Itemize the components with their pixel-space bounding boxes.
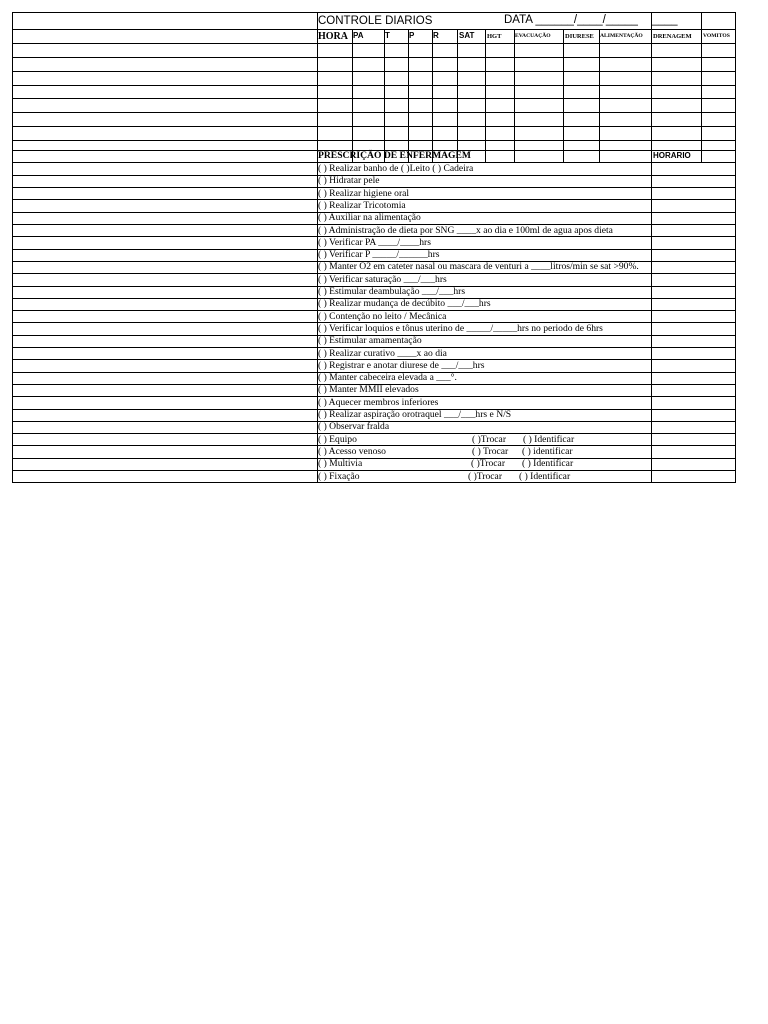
grid-line	[12, 347, 736, 348]
identificar-option[interactable]: ( ) Identificar	[522, 458, 574, 470]
prescription-item[interactable]: ( ) Auxiliar na alimentação	[318, 212, 421, 224]
prescription-item[interactable]: ( ) Realizar mudança de decúbito ___/___hrs	[318, 298, 491, 310]
prescription-item[interactable]: ( ) Verificar loquios e tônus uterino de _____/_____hrs no periodo de 6hrs	[318, 322, 603, 334]
grid-line	[12, 298, 736, 299]
prescription-item[interactable]: ( ) Observar fralda	[318, 421, 390, 433]
grid-line	[12, 57, 736, 58]
grid-line	[12, 273, 736, 274]
prescription-item[interactable]: ( ) Verificar P _____/______hrs	[318, 249, 440, 261]
prescription-item[interactable]: ( ) Administração de dieta por SNG ____x ao dia e 100ml de agua apos dieta	[318, 224, 613, 236]
grid-line	[12, 85, 736, 86]
grid-line	[12, 286, 736, 287]
prescription-item[interactable]: ( ) Registrar e anotar diurese de ___/___hrs	[318, 359, 485, 371]
grid-line	[12, 372, 736, 373]
device-name[interactable]: ( ) Acesso venoso	[318, 445, 386, 457]
grid-line	[12, 482, 736, 483]
grid-line	[12, 162, 736, 163]
grid-line	[352, 29, 353, 162]
grid-line	[12, 322, 736, 323]
col-pa: PA	[353, 31, 364, 40]
grid-line	[12, 359, 736, 360]
grid-line	[12, 384, 736, 385]
form-title: CONTROLE DIARIOS	[318, 15, 433, 27]
grid-line	[514, 29, 515, 162]
prescription-item[interactable]: ( ) Realizar aspiração orotraquel ___/___hrs e N/S	[318, 409, 512, 420]
col-evacuacao: EVACUAÇÃO	[515, 33, 551, 39]
trocar-option[interactable]: ( )Trocar	[471, 458, 506, 470]
col-t: T	[385, 31, 390, 40]
trocar-option[interactable]: ( ) Trocar	[472, 445, 509, 457]
grid-line	[485, 29, 486, 162]
grid-line	[12, 409, 736, 410]
col-p: P	[409, 31, 415, 40]
col-hora: HORA	[318, 31, 348, 42]
grid-line	[12, 470, 736, 471]
grid-line	[579, 29, 651, 30]
col-sat: SAT	[459, 31, 475, 40]
grid-line	[701, 150, 702, 162]
date-field[interactable]: DATA ______/____/_____	[504, 14, 638, 26]
prescription-item[interactable]: ( ) Hidratar pele	[318, 175, 380, 187]
identificar-option[interactable]: ( ) Identificar	[519, 470, 571, 482]
identificar-option[interactable]: ( ) Identificar	[523, 433, 575, 445]
grid-line	[12, 150, 736, 151]
grid-line	[12, 199, 736, 200]
col-alimentacao: ALIMENTAÇÃO	[600, 33, 643, 39]
prescription-item[interactable]: ( ) Verificar PA ____/____hrs	[318, 236, 431, 248]
prescription-item[interactable]: ( ) Contenção no leito / Mecânica	[318, 310, 447, 322]
grid-line	[457, 29, 458, 162]
prescription-item[interactable]: ( ) Realizar Tricotomia	[318, 199, 406, 211]
trocar-option[interactable]: ( )Trocar	[468, 470, 503, 482]
grid-line	[701, 162, 736, 163]
grid-line	[12, 310, 736, 311]
grid-line	[701, 12, 702, 29]
grid-line	[12, 126, 736, 127]
prescription-item[interactable]: ( ) Realizar higiene oral	[318, 187, 410, 199]
col-drenagem: DRENAGEM	[653, 33, 692, 40]
prescription-item[interactable]: ( ) Estimular deambulação ___/___hrs	[318, 286, 466, 297]
grid-line	[12, 261, 736, 262]
prescription-item[interactable]: ( ) Estimular amamentação	[318, 335, 422, 347]
col-hgt: HGT	[487, 33, 502, 40]
prescription-item[interactable]: ( ) Realizar banho de ( )Leito ( ) Cadeira	[318, 163, 474, 174]
date-field-tail: ____	[652, 14, 678, 26]
prescription-item[interactable]: ( ) Realizar curativo ____x ao dia	[318, 347, 447, 359]
grid-line	[12, 98, 736, 99]
grid-line	[12, 433, 736, 434]
grid-line	[12, 224, 736, 225]
grid-line	[563, 29, 564, 162]
device-name[interactable]: ( ) Equipo	[318, 433, 357, 445]
grid-line	[12, 175, 736, 176]
grid-line	[12, 396, 736, 397]
grid-line	[651, 29, 652, 162]
grid-line	[12, 236, 736, 237]
grid-line	[12, 421, 736, 422]
identificar-option[interactable]: ( ) identificar	[522, 445, 573, 457]
grid-line	[317, 12, 318, 483]
col-vomitos: VOMITOS	[703, 33, 730, 39]
grid-line	[701, 29, 702, 162]
grid-line	[432, 29, 433, 162]
grid-line	[12, 43, 736, 44]
prescription-item[interactable]: ( ) Manter O2 em cateter nasal ou mascara de venturi a ____litros/min se sat >90%.	[318, 261, 639, 273]
device-name[interactable]: ( ) Fixação	[318, 470, 360, 482]
grid-line	[12, 71, 736, 72]
grid-line	[408, 29, 409, 162]
grid-line	[12, 187, 736, 188]
grid-line	[12, 249, 736, 250]
grid-line	[12, 458, 736, 459]
trocar-option[interactable]: ( )Trocar	[472, 433, 507, 445]
grid-line	[599, 29, 600, 162]
grid-line	[12, 212, 736, 213]
prescription-item[interactable]: ( ) Manter cabeceira elevada a ___°.	[318, 372, 457, 384]
device-name[interactable]: ( ) Multivia	[318, 458, 363, 470]
horario-label: HORARIO	[653, 151, 691, 160]
col-diurese: DIURESE	[565, 33, 594, 40]
prescription-item[interactable]: ( ) Verificar saturação ___/___hrs	[318, 273, 447, 285]
prescription-item[interactable]: ( ) Aquecer membros inferiores	[318, 396, 439, 408]
grid-line	[12, 140, 736, 141]
grid-line	[384, 29, 385, 162]
prescription-item[interactable]: ( ) Manter MMII elevados	[318, 384, 419, 396]
grid-line	[12, 445, 736, 446]
grid-line	[12, 335, 736, 336]
grid-line	[651, 12, 652, 29]
grid-line	[651, 162, 652, 483]
grid-line	[12, 112, 736, 113]
col-r: R	[433, 31, 439, 40]
prescription-title: PRESCRIÇÃO DE ENFERMAGEM	[318, 150, 471, 161]
